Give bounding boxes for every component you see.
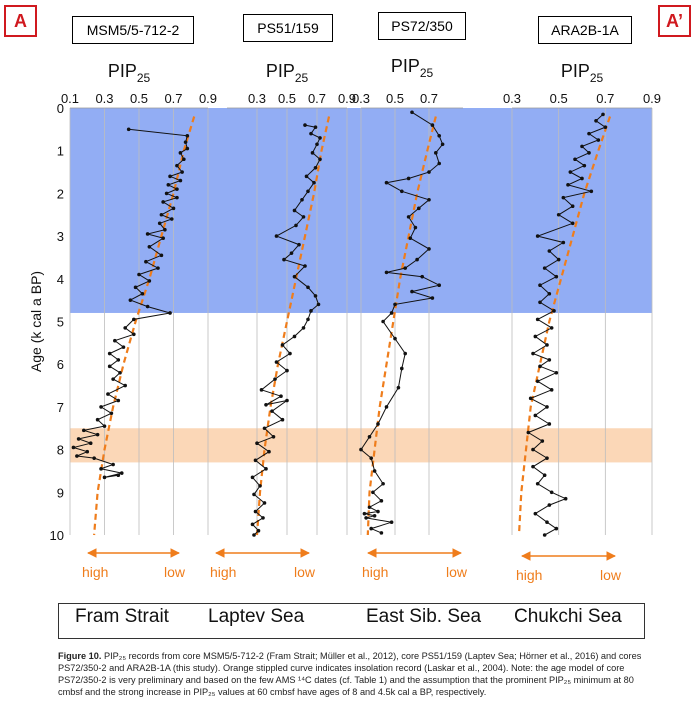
data-point <box>414 226 418 230</box>
data-point <box>569 170 573 174</box>
data-point <box>550 491 554 495</box>
data-point <box>536 318 540 322</box>
data-point <box>415 258 419 262</box>
data-point <box>160 213 164 217</box>
data-point <box>186 147 190 151</box>
data-point <box>369 527 373 531</box>
data-point <box>306 318 310 322</box>
core-name-1: MSM5/5-712-2 <box>72 16 194 44</box>
x-tick-label: 0.3 <box>95 91 114 106</box>
data-point <box>594 119 598 123</box>
x-axis-label: $PIP_{25}$ <box>107 61 151 85</box>
data-point <box>99 467 103 471</box>
data-point <box>309 309 313 313</box>
data-point <box>264 467 268 471</box>
data-point <box>111 463 115 467</box>
data-point <box>527 431 531 435</box>
high-label-1: high <box>82 564 109 580</box>
data-point <box>400 367 404 371</box>
x-tick-label: 0.7 <box>164 91 183 106</box>
data-point <box>158 221 162 225</box>
data-point <box>180 170 184 174</box>
data-point <box>407 177 411 181</box>
data-point <box>264 403 268 407</box>
data-point <box>170 217 174 221</box>
data-point <box>550 388 554 392</box>
data-point <box>543 266 547 270</box>
data-point <box>543 473 547 477</box>
data-point <box>282 258 286 262</box>
data-point <box>380 499 384 503</box>
data-point <box>390 520 394 524</box>
data-point <box>393 337 397 341</box>
data-point <box>258 484 262 488</box>
data-point <box>92 456 96 460</box>
data-point <box>431 296 435 300</box>
data-point <box>285 369 289 373</box>
data-point <box>75 454 79 458</box>
y-tick-label: 8 <box>56 442 64 458</box>
data-point <box>437 162 441 166</box>
data-point <box>270 409 274 413</box>
data-point <box>167 183 171 187</box>
data-point <box>531 465 535 469</box>
data-point <box>134 286 138 290</box>
data-point <box>293 335 297 339</box>
data-point <box>431 123 435 127</box>
data-point <box>587 151 591 155</box>
data-point <box>306 189 310 193</box>
data-point <box>309 132 313 136</box>
data-point <box>113 339 117 343</box>
data-point <box>376 422 380 426</box>
data-point <box>315 142 319 146</box>
region-label-4: Chukchi Sea <box>514 606 622 627</box>
data-point <box>127 128 131 132</box>
data-point <box>314 125 318 129</box>
data-point <box>363 512 367 516</box>
data-point <box>604 125 608 129</box>
data-point <box>261 516 265 520</box>
data-point <box>437 134 441 138</box>
y-tick-label: 6 <box>56 357 64 373</box>
low-label-3: low <box>445 564 467 580</box>
data-point <box>99 405 103 409</box>
region-label-1: Fram Strait <box>75 606 169 627</box>
x-tick-label: 0.5 <box>549 91 568 106</box>
data-point <box>548 292 552 296</box>
data-point <box>318 157 322 161</box>
low-label-2: low <box>293 564 315 580</box>
data-point <box>179 179 183 183</box>
data-point <box>393 303 397 307</box>
x-tick-label: 0.7 <box>596 91 615 106</box>
data-point <box>538 300 542 304</box>
x-tick-label: 0.1 <box>60 91 80 106</box>
x-tick-label: 0.9 <box>337 91 357 106</box>
data-point <box>583 164 587 168</box>
data-point <box>545 456 549 460</box>
data-point <box>96 418 100 422</box>
data-point <box>385 405 389 409</box>
data-point <box>548 422 552 426</box>
data-point <box>260 388 264 392</box>
data-point <box>534 512 538 516</box>
high-label-4: high <box>516 567 543 583</box>
data-point <box>168 175 172 179</box>
data-point <box>103 476 107 480</box>
data-point <box>420 275 424 279</box>
data-point <box>168 311 172 315</box>
data-point <box>103 424 107 428</box>
data-point <box>359 448 363 452</box>
data-point <box>566 183 570 187</box>
data-point <box>557 213 561 217</box>
data-point <box>601 113 605 117</box>
y-tick-label: 10 <box>49 528 64 543</box>
x-tick-label: 0.3 <box>351 91 371 106</box>
data-point <box>548 503 552 507</box>
data-point <box>410 110 414 114</box>
data-point <box>407 215 411 219</box>
x-tick-label: 0.5 <box>277 91 297 106</box>
data-point <box>161 200 165 204</box>
data-point <box>161 236 165 240</box>
data-point <box>545 343 549 347</box>
data-point <box>255 441 259 445</box>
low-label-4: low <box>599 567 621 583</box>
data-point <box>288 352 292 356</box>
data-point <box>146 232 150 236</box>
data-point <box>175 187 179 191</box>
data-point <box>117 358 121 362</box>
data-point <box>536 234 540 238</box>
region-label-2: Laptev Sea <box>208 606 305 627</box>
high-label-2: high <box>210 564 237 580</box>
data-point <box>148 279 152 283</box>
data-point <box>541 439 545 443</box>
high-label-3: high <box>362 564 389 580</box>
data-point <box>548 358 552 362</box>
data-point <box>96 433 100 437</box>
y-tick-label: 4 <box>56 271 64 287</box>
data-point <box>141 292 145 296</box>
y-tick-label: 3 <box>56 229 64 245</box>
data-point <box>279 394 283 398</box>
data-point <box>381 482 385 486</box>
data-point <box>85 450 89 454</box>
data-point <box>72 446 76 450</box>
data-point <box>397 386 401 390</box>
data-point <box>156 266 160 270</box>
data-point <box>160 254 164 258</box>
data-point <box>251 476 255 480</box>
core-name-3: PS72/350 <box>378 12 466 40</box>
data-point <box>314 166 318 170</box>
data-point <box>318 136 322 140</box>
data-point <box>275 234 279 238</box>
data-point <box>137 273 141 277</box>
caption-label: Figure 10. <box>58 651 102 661</box>
data-point <box>251 523 255 527</box>
data-point <box>590 189 594 193</box>
caption-text: PIP₂₅ records from core MSM5/5-712-2 (Fram Strait; Müller et al., 2012), core PS51/159 (Laptev Sea; Hörner et al., 2016) and cores PS72/350-2 and ARA2B-1A (this study). Orange stippled curve indicates insolation record (Laskar et al., 2004). Note: the age model of core PS72/350-2 is very preliminary and based on the few AMS ¹⁴C dates (cf. Table 1) and the assumption that the prominent PIP₂₅ minimum at 80 cmbsf and the strong increase in PIP₂₅ values at 60 cmbsf have ages of 8 and 4.5k cal a BP, respectively. <box>58 651 642 697</box>
data-point <box>410 290 414 294</box>
data-point <box>252 493 256 497</box>
data-point <box>175 196 179 200</box>
data-point <box>273 377 277 381</box>
section-label-right: A’ <box>658 5 691 37</box>
data-point <box>163 228 167 232</box>
x-tick-label: 0.5 <box>129 91 149 106</box>
data-point <box>368 435 372 439</box>
data-point <box>385 181 389 185</box>
data-point <box>555 275 559 279</box>
data-point <box>376 510 380 514</box>
data-point <box>587 132 591 136</box>
data-point <box>403 352 407 356</box>
data-point <box>82 429 86 433</box>
data-point <box>371 491 375 495</box>
data-point <box>110 412 114 416</box>
data-point <box>317 303 321 307</box>
data-point <box>263 501 267 505</box>
y-tick-label: 2 <box>56 186 64 202</box>
data-point <box>597 138 601 142</box>
data-point <box>538 283 542 287</box>
data-point <box>132 318 136 322</box>
data-point <box>254 458 258 462</box>
data-point <box>369 456 373 460</box>
low-label-1: low <box>163 564 185 580</box>
data-point <box>571 221 575 225</box>
data-point <box>529 397 533 401</box>
data-point <box>534 414 538 418</box>
data-point <box>555 371 559 375</box>
data-point <box>111 377 115 381</box>
data-point <box>555 527 559 531</box>
data-point <box>531 352 535 356</box>
data-point <box>403 266 407 270</box>
data-point <box>534 335 538 339</box>
data-point <box>580 145 584 149</box>
data-point <box>120 471 124 475</box>
data-point <box>548 249 552 253</box>
data-point <box>300 198 304 202</box>
data-point <box>77 437 81 441</box>
data-point <box>89 441 93 445</box>
data-point <box>275 360 279 364</box>
data-point <box>182 157 186 161</box>
data-point <box>117 399 121 403</box>
data-point <box>545 520 549 524</box>
data-point <box>573 157 577 161</box>
data-point <box>285 399 289 403</box>
data-point <box>545 405 549 409</box>
data-point <box>417 207 421 211</box>
x-tick-label: 0.3 <box>502 91 522 106</box>
data-point <box>543 533 547 537</box>
data-point <box>564 497 568 501</box>
data-point <box>538 365 542 369</box>
data-point <box>550 326 554 330</box>
x-tick-label: 0.9 <box>198 91 218 106</box>
data-point <box>290 251 294 255</box>
core-name-4: ARA2B-1A <box>538 16 632 44</box>
x-tick-label: 0.7 <box>307 91 327 106</box>
data-point <box>427 198 431 202</box>
section-label-left: A <box>4 5 37 37</box>
data-point <box>106 392 110 396</box>
x-axis-label: $PIP_{25}$ <box>265 61 309 85</box>
data-point <box>175 164 179 168</box>
data-point <box>312 181 316 185</box>
data-point <box>146 305 150 309</box>
data-point <box>302 326 306 330</box>
data-point <box>254 510 258 514</box>
data-point <box>144 260 148 264</box>
y-axis-label: Age (k cal a BP) <box>28 270 44 373</box>
x-axis-label: $PIP_{25}$ <box>390 56 434 80</box>
data-point <box>368 505 372 509</box>
data-point <box>400 189 404 193</box>
data-point <box>272 435 276 439</box>
y-tick-label: 7 <box>56 399 64 415</box>
data-point <box>580 177 584 181</box>
data-point <box>311 151 315 155</box>
data-point <box>441 142 445 146</box>
x-tick-label: 0.3 <box>247 91 267 106</box>
data-point <box>281 343 285 347</box>
data-point <box>252 533 256 537</box>
data-point <box>302 215 306 219</box>
data-point <box>552 309 556 313</box>
figure-caption <box>58 650 658 698</box>
data-point <box>165 192 169 196</box>
data-point <box>293 209 297 213</box>
x-tick-label: 0.9 <box>642 91 662 106</box>
core-name-2: PS51/159 <box>243 14 333 42</box>
data-point <box>118 371 122 375</box>
data-point <box>132 333 136 337</box>
data-point <box>557 258 561 262</box>
data-point <box>186 134 190 138</box>
y-tick-label: 5 <box>56 314 64 330</box>
data-point <box>437 283 441 287</box>
data-point <box>297 243 301 247</box>
data-point <box>562 196 566 200</box>
data-point <box>373 514 377 518</box>
data-point <box>303 123 307 127</box>
data-point <box>562 241 566 245</box>
data-point <box>294 224 298 228</box>
data-point <box>314 294 318 298</box>
y-tick-label: 9 <box>56 485 64 501</box>
data-point <box>148 245 152 249</box>
data-point <box>108 352 112 356</box>
data-point <box>122 345 126 349</box>
data-point <box>536 379 540 383</box>
data-point <box>536 482 540 486</box>
x-tick-label: 0.5 <box>385 91 405 106</box>
data-point <box>184 140 188 144</box>
data-point <box>380 531 384 535</box>
x-axis-label: $PIP_{25}$ <box>560 61 604 85</box>
data-point <box>257 529 261 533</box>
data-point <box>303 264 307 268</box>
data-point <box>434 151 438 155</box>
data-point <box>531 448 535 452</box>
data-point <box>123 326 127 330</box>
data-point <box>427 247 431 251</box>
data-point <box>381 320 385 324</box>
data-point <box>306 286 310 290</box>
data-point <box>571 204 575 208</box>
y-tick-label: 0 <box>56 101 64 116</box>
data-point <box>364 516 368 520</box>
data-point <box>390 311 394 315</box>
data-point <box>129 298 133 302</box>
y-tick-label: 1 <box>56 143 64 159</box>
data-point <box>427 170 431 174</box>
data-point <box>281 418 285 422</box>
data-point <box>179 151 183 155</box>
x-tick-label: 0.7 <box>419 91 439 106</box>
data-point <box>293 275 297 279</box>
region-label-3: East Sib. Sea <box>366 606 482 627</box>
data-point <box>117 473 121 477</box>
data-point <box>267 450 271 454</box>
data-point <box>373 469 377 473</box>
data-point <box>108 365 112 369</box>
data-point <box>385 271 389 275</box>
data-point <box>409 236 413 240</box>
data-point <box>305 175 309 179</box>
data-point <box>172 207 176 211</box>
data-point <box>123 384 127 388</box>
data-point <box>263 426 267 430</box>
